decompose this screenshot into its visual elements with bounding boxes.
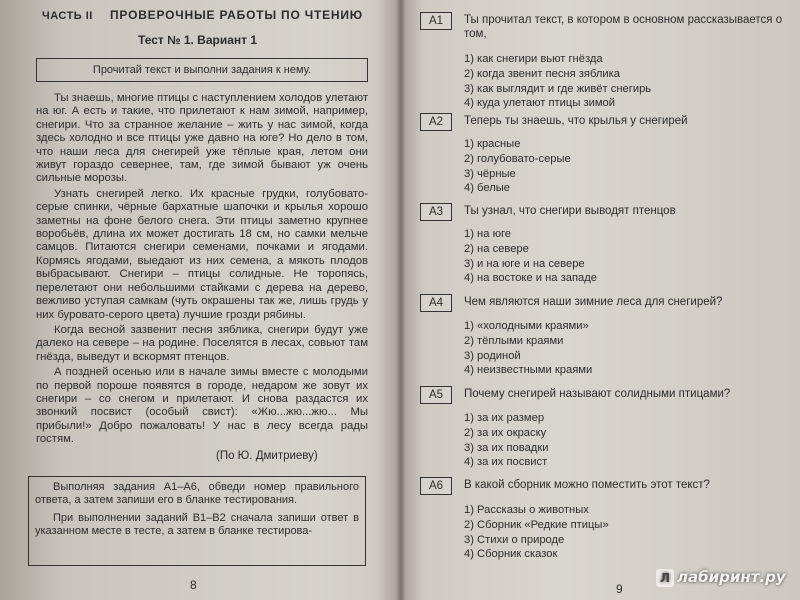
answer-option[interactable]: 1) Рассказы о животных: [464, 504, 589, 516]
story-paragraph-2: Узнать снегирей легко. Их красные грудки, голубовато-серые спинки, чёрные бархатные шапочки и крылья хорошо заметны на фоне белого снега. Эти птицы заметно крупнее воробьёв, длина их может достигать 18 см, но самки мельче самцов. Питаются снегири семенами, почками и ягодами. Кормясь ягодами, выедают из них семена, а мякоть плодов выбрасывают. Снегири – птицы солидные. Не торопясь, перелетают они небольшими стайками с дерева на дерево, вежливо уступая самкам (чуть окрашены так же, лишь грудь у них буровато-серого цвета) лучшие грозди рябины.: [36, 187, 368, 321]
answer-option[interactable]: 1) на юге: [464, 228, 512, 240]
test-title: Тест № 1. Вариант 1: [138, 33, 258, 47]
answer-option[interactable]: 1) «холодными краями»: [464, 320, 589, 332]
question-text: Теперь ты знаешь, что крылья у снегирей: [464, 115, 688, 127]
answer-option[interactable]: 1) красные: [464, 138, 521, 150]
instructions-note-box: [28, 476, 366, 566]
answer-options: [464, 227, 597, 286]
question-badge: A3: [420, 203, 452, 221]
page-number-right: 9: [616, 582, 623, 596]
answer-option[interactable]: 3) чёрные: [464, 167, 516, 180]
question-text: Ты прочитал текст, в котором в основном рассказывается о том,: [464, 14, 783, 40]
answer-options: [464, 319, 592, 378]
answer-options: [464, 411, 548, 470]
answer-option[interactable]: 2) Сборник «Редкие птицы»: [464, 518, 609, 531]
answer-option[interactable]: 3) за их повадки: [464, 441, 549, 454]
answer-option[interactable]: 4) куда улетают птицы зимой: [464, 97, 616, 110]
answer-option[interactable]: 3) как выглядит и где живёт снегирь: [464, 82, 652, 95]
story-text: [36, 92, 368, 449]
question-badge: A5: [420, 386, 452, 404]
right-page: [420, 0, 795, 600]
note-line-1: Выполняя задания А1–А6, обведи номер правильного ответа, а затем запиши его в бланке тестирования.: [35, 481, 359, 507]
answer-option[interactable]: 1) как снегири вьют гнёзда: [464, 53, 603, 65]
answer-options: [464, 503, 609, 562]
answer-option[interactable]: 2) за их окраску: [464, 426, 547, 439]
answer-option[interactable]: 3) родиной: [464, 349, 521, 362]
part-label: ЧАСТЬ II: [42, 10, 93, 22]
watermark: [656, 568, 786, 587]
answer-option[interactable]: 4) Сборник сказок: [464, 548, 558, 561]
question-text: Чем являются наши зимние леса для снегирей?: [464, 296, 723, 308]
answer-options: [464, 52, 651, 111]
answer-option[interactable]: 2) когда звенит песня зяблика: [464, 67, 621, 80]
answer-option[interactable]: 3) Стихи о природе: [464, 533, 565, 546]
book-gutter: [396, 0, 406, 600]
instruction-box: Прочитай текст и выполни задания к нему.: [36, 58, 368, 82]
question-badge: A2: [420, 113, 452, 131]
left-page: [20, 0, 370, 600]
story-paragraph-1: Ты знаешь, многие птицы с наступлением холодов улетают на юг. А есть и такие, что прилетают к нам зимой, например, снегири. Что за странное желание – жить у нас зимой, когда здесь холодно и все птицы уже давно на юге? Но дело в том, что наши леса для снегирей уже тёплые края, летом они живут гораздо севернее, там, где зимой бывают уж очень сильные морозы.: [36, 92, 368, 185]
answer-option[interactable]: 2) тёплыми краями: [464, 334, 564, 347]
note-line-2: При выполнении заданий В1–В2 сначала запиши ответ в указанном месте в тесте, а затем в бланке тестирова-: [35, 511, 359, 538]
question-badge: A1: [420, 12, 452, 30]
author-credit: (По Ю. Дмитриеву): [216, 450, 318, 462]
answer-option[interactable]: 4) за их посвист: [464, 456, 548, 469]
answer-option[interactable]: 2) голубовато-серые: [464, 152, 571, 165]
question-text: Ты узнал, что снегири выводят птенцов: [464, 205, 676, 217]
answer-options: [464, 137, 571, 196]
part-title: ПРОВЕРОЧНЫЕ РАБОТЫ ПО ЧТЕНИЮ: [110, 8, 363, 22]
question-text: В какой сборник можно поместить этот текст?: [464, 479, 710, 491]
labirint-logo-icon: Л: [656, 569, 674, 587]
answer-option[interactable]: 2) на севере: [464, 242, 529, 255]
answer-option[interactable]: 4) на востоке и на западе: [464, 272, 598, 285]
story-paragraph-4: А поздней осенью или в начале зимы вместе с молодыми по первой пороше появятся в городе, недаром же зовут их снегири – со снегом и прилетают. И снова раздастся их звонкий посвист (особый свист): «Жю...жю...жю... Мы прибыли!» Добро пожаловать! У нас в лесу всегда рады гостям.: [36, 366, 368, 446]
question-badge: A6: [420, 477, 452, 495]
story-paragraph-3: Когда весной зазвенит песня зяблика, снегири будут уже далеко на севере – на родине. Поселятся в лесах, совьют там гнёзда, выведут и вскормят птенцов.: [36, 323, 368, 363]
question-badge: A4: [420, 294, 452, 312]
answer-option[interactable]: 1) за их размер: [464, 412, 545, 424]
answer-option[interactable]: 4) белые: [464, 182, 510, 195]
page-number-left: 8: [190, 578, 197, 592]
question-text: Почему снегирей называют солидными птицами?: [464, 388, 731, 400]
answer-option[interactable]: 3) и на юге и на севере: [464, 257, 585, 270]
answer-option[interactable]: 4) неизвестными краями: [464, 364, 593, 377]
watermark-text: лабиринт.ру: [677, 568, 786, 586]
